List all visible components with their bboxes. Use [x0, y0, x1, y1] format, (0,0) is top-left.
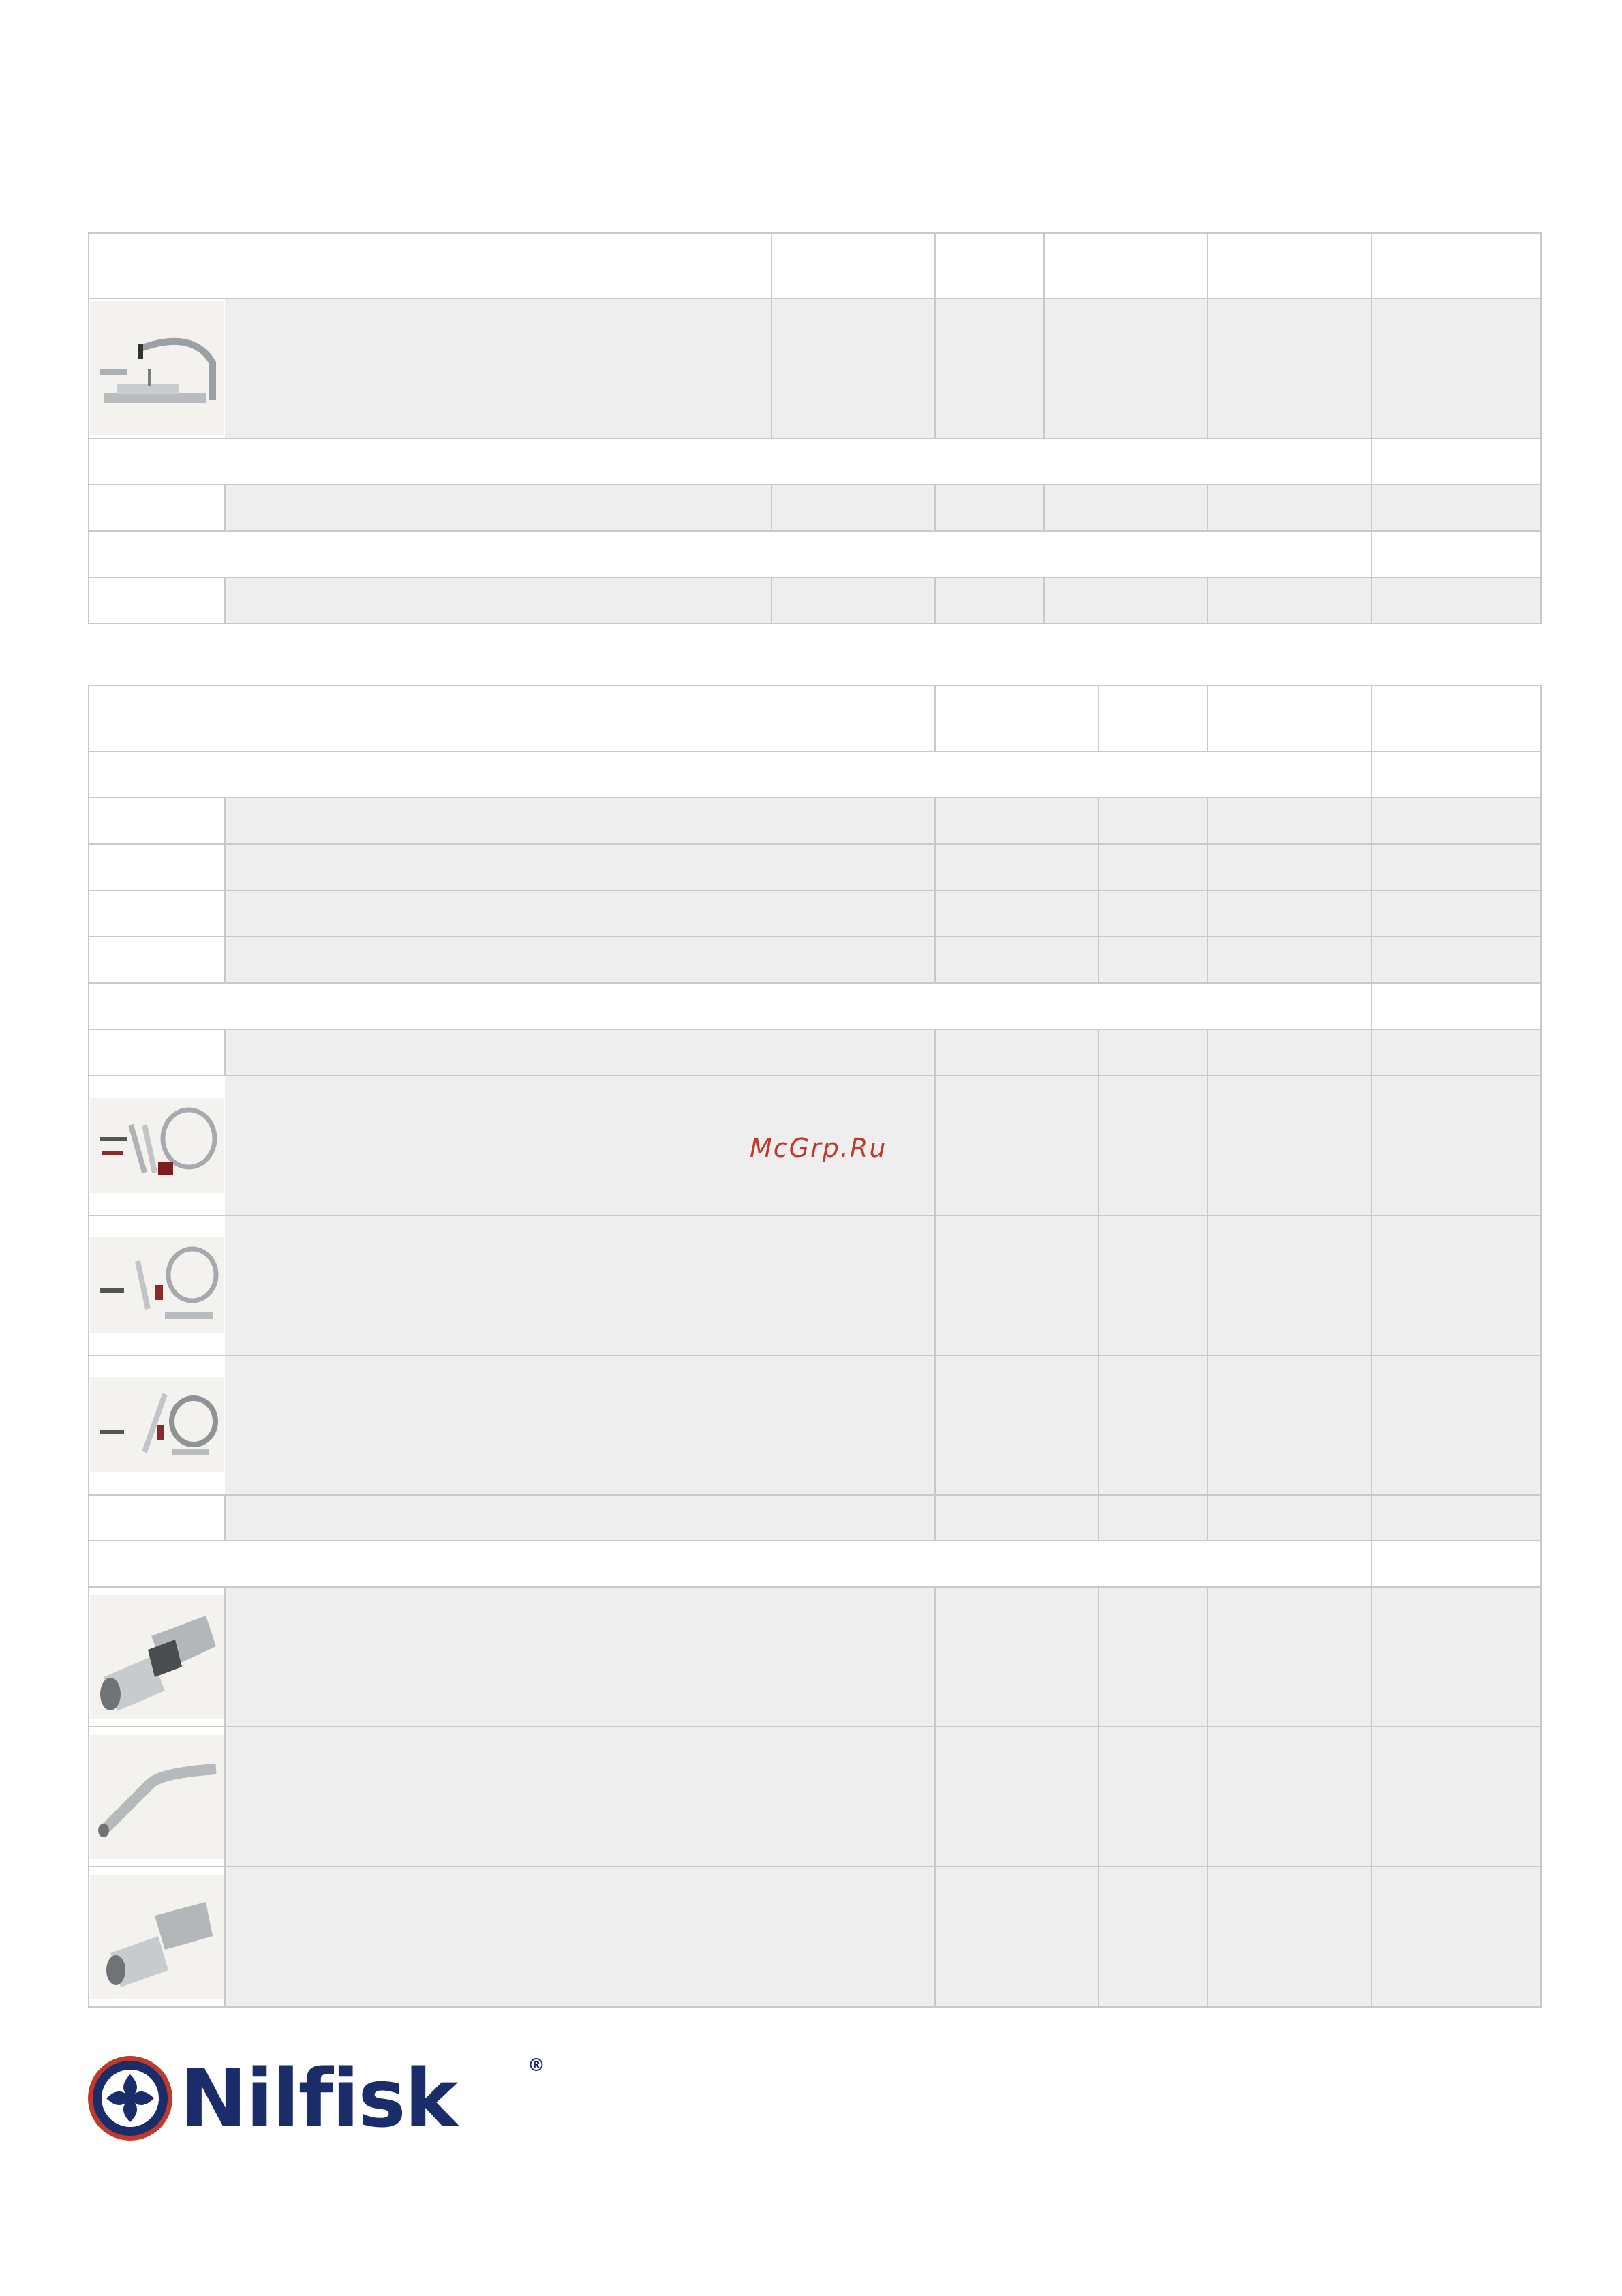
vacuum-accessory-kit-with-floor-tool-icon — [90, 1237, 224, 1333]
table2-border — [88, 685, 1542, 2008]
vacuum-accessory-kit-icon — [90, 1098, 224, 1193]
vacuum-accessory-kit-curved-icon — [90, 1377, 224, 1472]
bent-tube-icon — [90, 1735, 224, 1859]
nilfisk-emblem-icon — [86, 2054, 174, 2143]
registered-mark: ® — [527, 2055, 545, 2076]
vacuum-floor-kit-icon — [90, 301, 224, 435]
hose-adapter-icon — [90, 1595, 224, 1719]
nilfisk-logo — [86, 2049, 556, 2151]
watermark: McGrp.Ru — [750, 1133, 887, 1163]
brand-name: Nilfisk — [180, 2051, 457, 2145]
reducer-adapter-icon — [90, 1875, 224, 1999]
table1-border — [88, 232, 1542, 624]
